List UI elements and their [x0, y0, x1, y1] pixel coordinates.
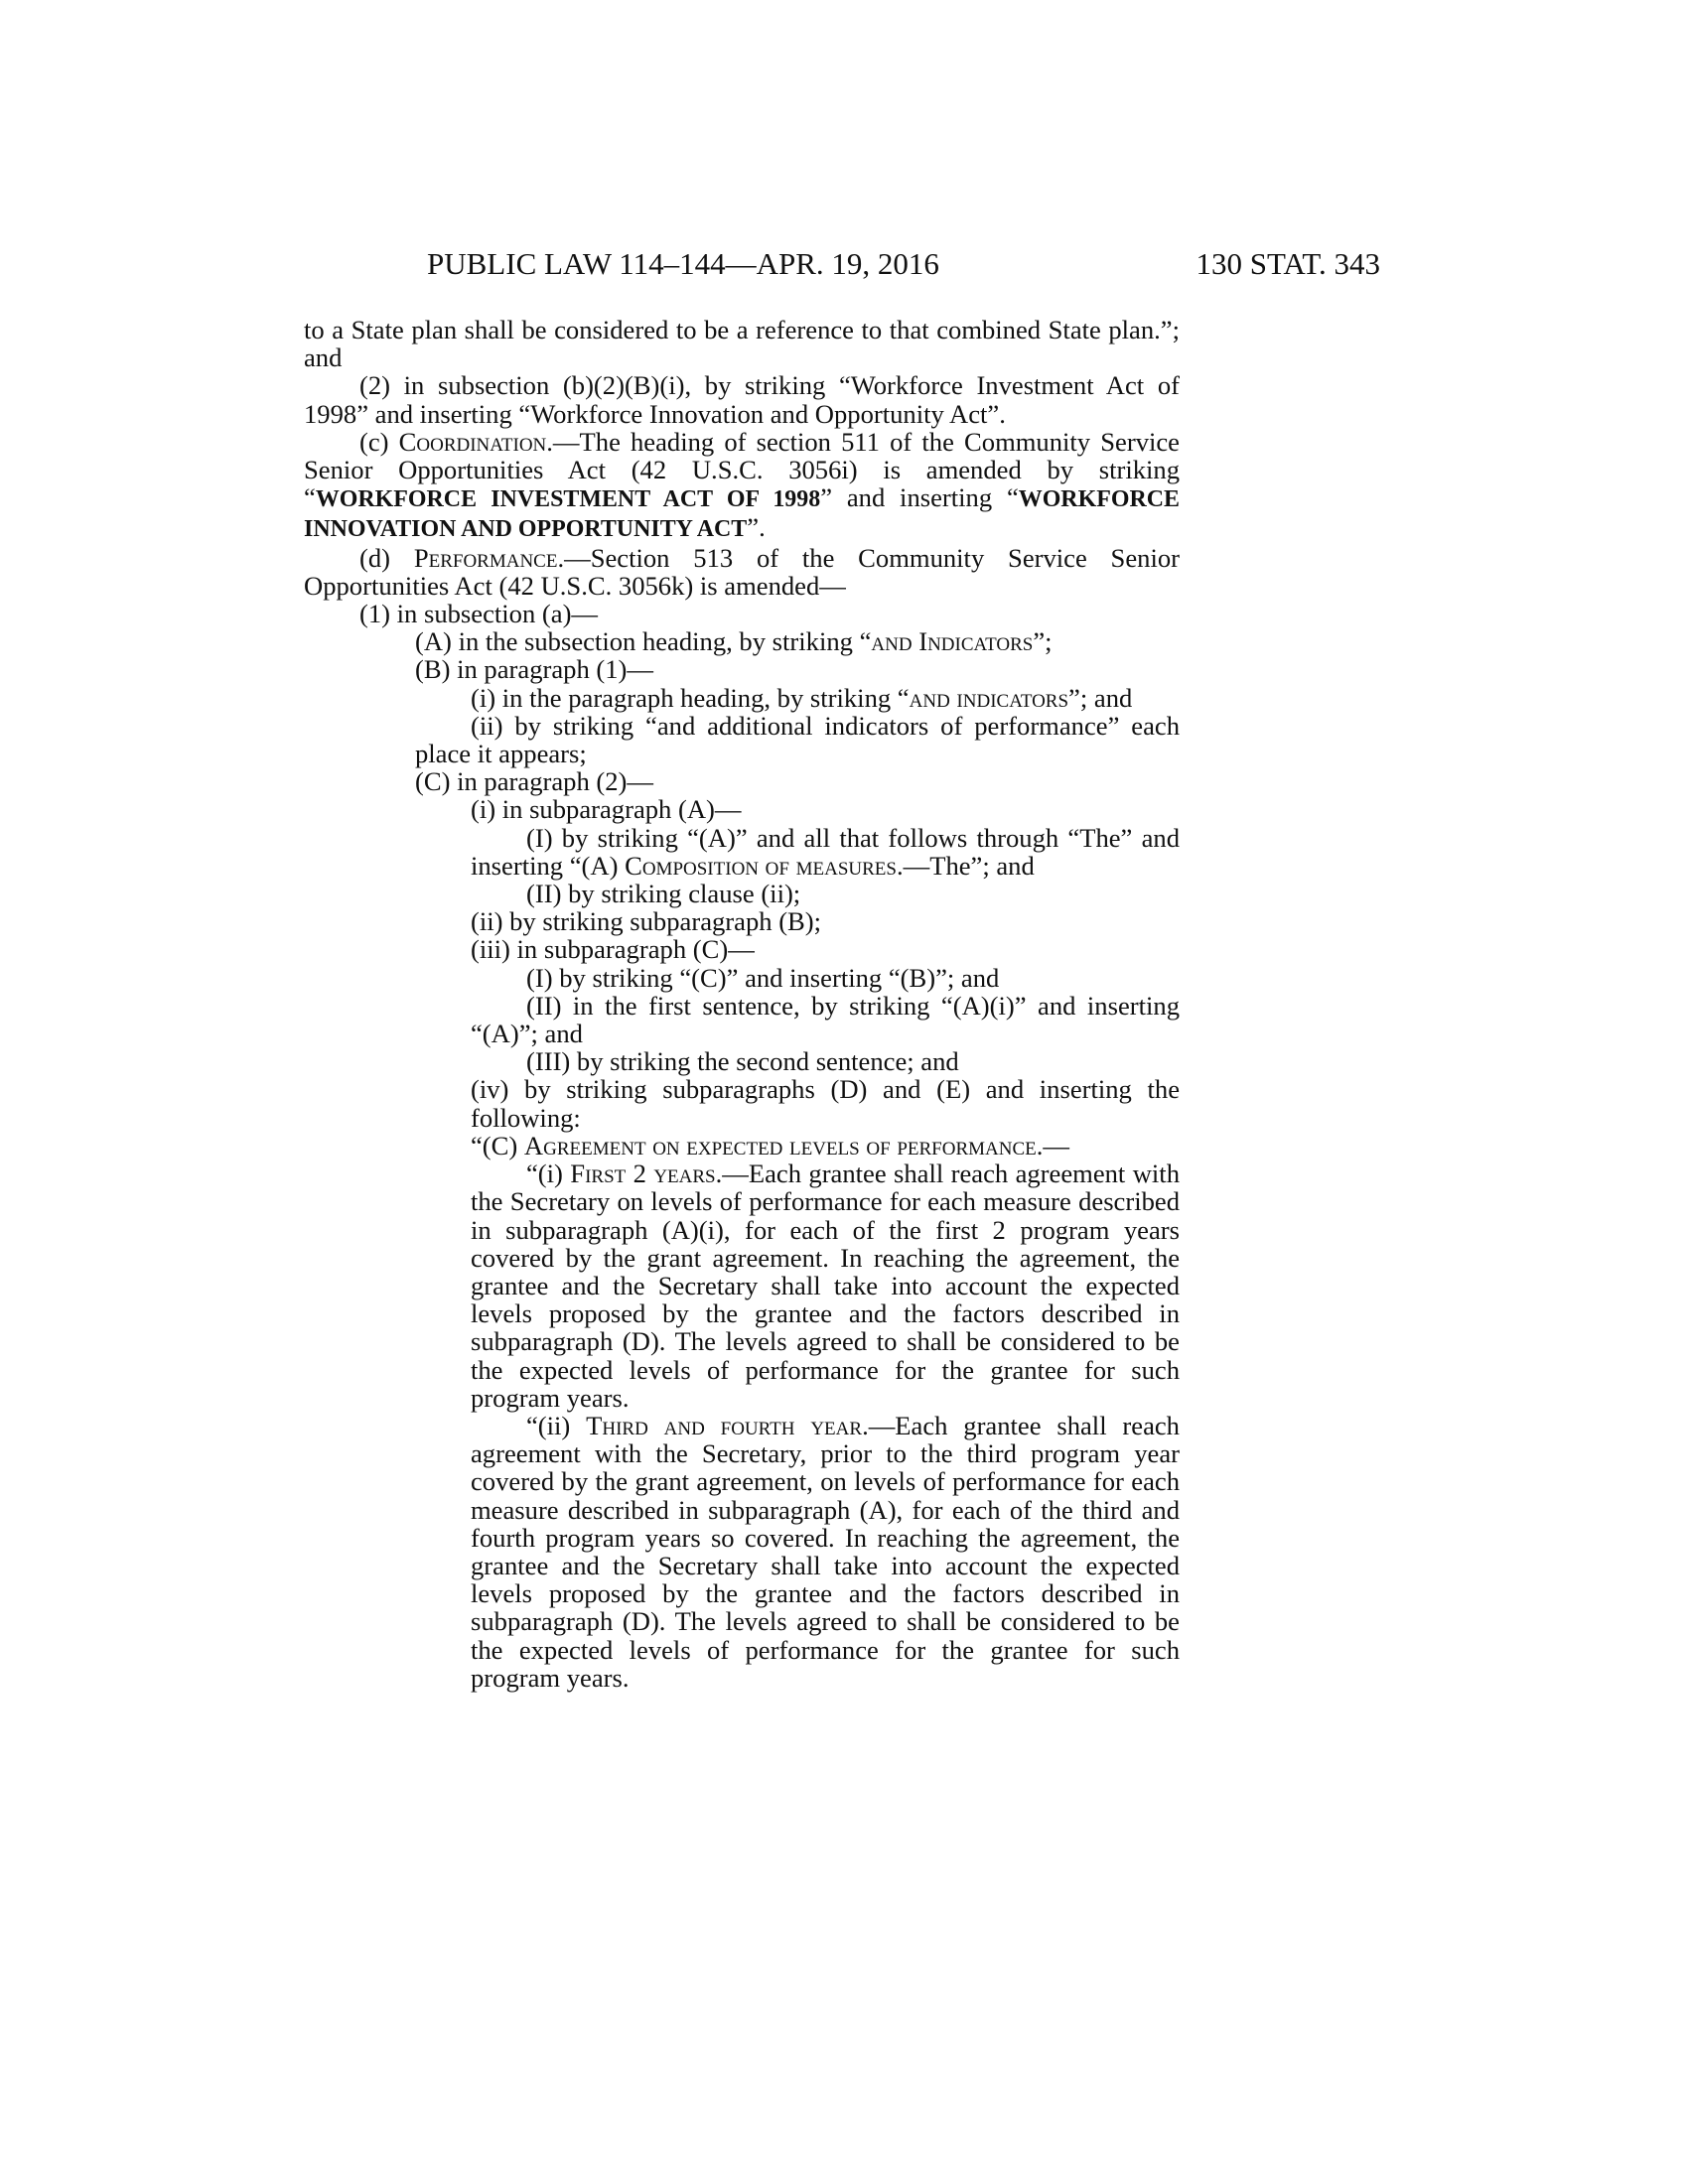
item-1-C-iv: (iv) by striking subparagraphs (D) and (E) and inserting the following:: [471, 1074, 1180, 1133]
subsection-c-body-2: ” and inserting “: [820, 482, 1019, 513]
subsection-c-body: .—The heading of section 511 of the Community Service Senior Opportunities Act (42 U.S.C. 3056i) is amended by striking “: [304, 426, 1180, 513]
quoted-ii: [471, 1412, 1180, 1692]
item-1-C-i: (i) in subparagraph (A)—: [471, 794, 742, 825]
quoted-i-heading: First 2 years: [570, 1159, 716, 1189]
subsection-d-label: (d): [359, 542, 414, 573]
item-1-C-iii-II: (II) in the first sentence, by striking “(A)(i)” and inserting “(A)”; and: [471, 990, 1180, 1049]
quoted-i-label: “(i): [526, 1159, 571, 1189]
paragraph-continuation: to a State plan shall be considered to be a reference to that combined State plan.”; and: [304, 315, 1180, 373]
item-1-C-i-I: [471, 824, 1180, 880]
inserted-heading: WORKFORCE INNOVATION AND OPPORTUNITY ACT: [304, 486, 1180, 543]
item-1-C-i-I-text: (I) by striking “(A)” and all that follows through “The” and inserting “: [471, 822, 1180, 881]
item-1-C-ii: (ii) by striking subparagraph (B);: [471, 906, 822, 937]
paragraph-2: (2) in subsection (b)(2)(B)(i), by striking “Workforce Investment Act of 1998” and inserting “Workforce Innovation and Opportunity Act”.: [304, 370, 1180, 429]
subsection-c-label: (c): [359, 426, 399, 457]
quoted-ii-body: .—Each grantee shall reach agreement with the Secretary, prior to the third program year covered by the grant agreement, on levels of performance for each measure described in subparagraph (A), for each of the third and fourth program years so covered. In reaching the agreement, the grantee and the Secretary shall take into account the expected levels proposed by the grantee and the factors described in subparagraph (D). The levels agreed to shall be considered to be the expected levels of performance for the grantee for such program years.: [471, 1410, 1180, 1693]
quoted-C-end: .—: [1036, 1130, 1070, 1160]
item-1-B: (B) in paragraph (1)—: [415, 654, 653, 685]
quoted-C-label: “(C): [471, 1130, 524, 1160]
item-1: (1) in subsection (a)—: [359, 599, 599, 629]
running-head: PUBLIC LAW 114–144—APR. 19, 2016: [427, 246, 939, 281]
item-1-A-end: ”;: [1033, 626, 1053, 657]
item-1-B-i-end: ”; and: [1068, 682, 1133, 713]
quoted-C: [415, 1132, 1180, 1160]
quoted-ii-label: “(ii): [526, 1410, 587, 1440]
page-header: [298, 244, 1380, 284]
subsection-d-body: .—Section 513 of the Community Service Senior Opportunities Act (42 U.S.C. 3056k) is amended—: [304, 542, 1180, 601]
document-body: [304, 316, 1180, 1692]
subsection-c: [304, 428, 1180, 544]
quoted-ii-heading: Third and fourth year: [586, 1410, 863, 1440]
item-1-C-iii-I: (I) by striking “(C)” and inserting “(B)”; and: [526, 962, 1000, 993]
item-1-C: (C) in paragraph (2)—: [415, 766, 653, 797]
item-1-B-i: [415, 684, 1180, 712]
item-1-C-i-I-smallcaps: (A) Composition of measures: [581, 850, 897, 881]
struck-heading: WORKFORCE INVESTMENT ACT OF 1998: [315, 486, 821, 513]
quoted-C-heading: Agreement on expected levels of performance: [523, 1130, 1037, 1160]
item-1-B-i-text: (i) in the paragraph heading, by striking “: [471, 682, 910, 713]
statute-citation: 130 STAT. 343: [1196, 246, 1380, 281]
item-1-C-i-II: (II) by striking clause (ii);: [526, 879, 801, 909]
item-1-C-iii-III: (III) by striking the second sentence; and: [526, 1046, 959, 1077]
quoted-i-body: .—Each grantee shall reach agreement with the Secretary on levels of performance for each measure described in subparagraph (A)(i), for each of the first 2 program years covered by the grant agreement. In reaching the agreement, the grantee and the Secretary shall take into account the expected levels proposed by the grantee and the factors described in subparagraph (D). The levels agreed to shall be considered to be the expected levels of performance for the grantee for such program years.: [471, 1159, 1180, 1413]
item-1-B-i-smallcaps: and indicators: [909, 682, 1069, 713]
quoted-i: [471, 1160, 1180, 1412]
item-1-C-iii: (iii) in subparagraph (C)—: [471, 934, 755, 965]
item-1-B-ii: (ii) by striking “and additional indicators of performance” each place it appears;: [415, 710, 1180, 769]
subsection-c-end: ”.: [747, 512, 766, 543]
subsection-c-heading: Coordination: [398, 426, 547, 457]
subsection-d: [304, 544, 1180, 600]
subsection-d-heading: Performance: [413, 542, 558, 573]
item-1-A-text: (A) in the subsection heading, by striking “: [415, 626, 872, 657]
item-1-A-smallcaps: and Indicators: [871, 626, 1034, 657]
item-1-A: [359, 627, 1180, 655]
item-1-C-i-I-end: .—The”; and: [896, 850, 1035, 881]
